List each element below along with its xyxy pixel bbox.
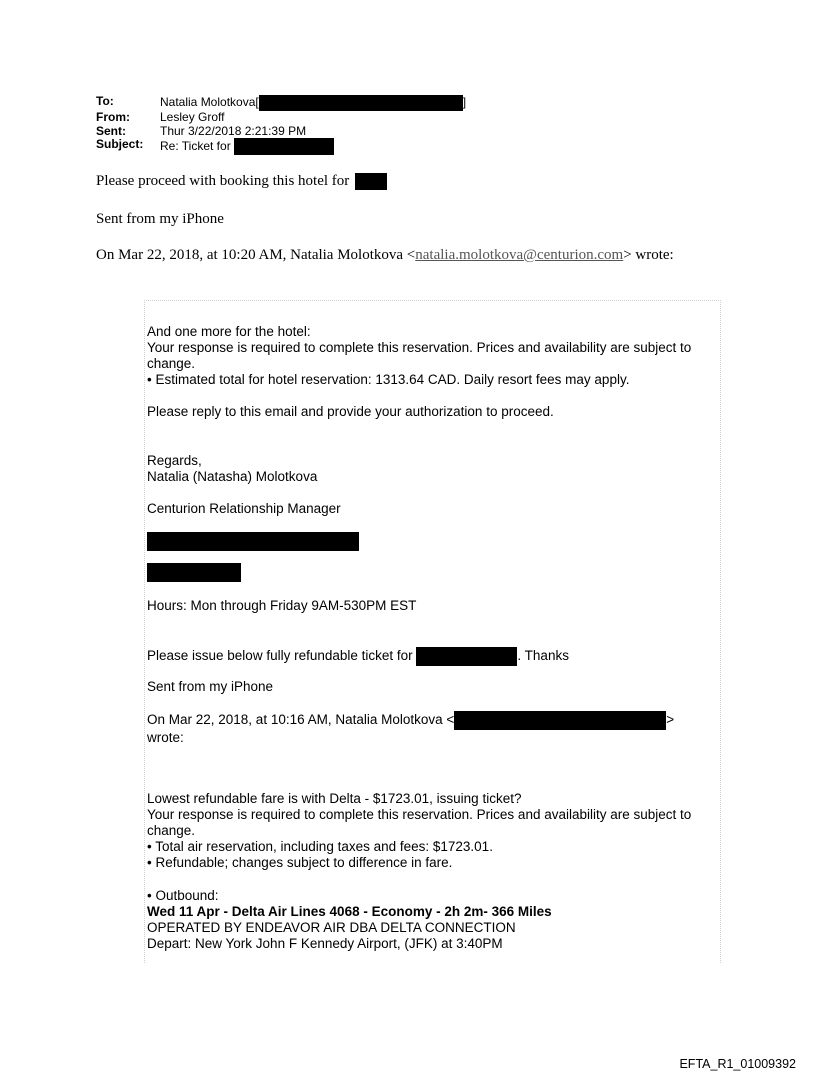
email-header <box>96 95 466 155</box>
subject-value: Re: Ticket for <box>160 138 231 153</box>
quoted-line: change. <box>147 823 196 838</box>
from-label: From: <box>96 110 130 124</box>
on-mar-line <box>147 711 674 746</box>
to-value: Natalia Molotkova[ <box>160 95 259 110</box>
issue-suffix: . Thanks <box>517 648 569 664</box>
to-label: To: <box>96 94 114 108</box>
quoted-line: And one more for the hotel: <box>147 324 311 339</box>
on-mar-text: On Mar 22, 2018, at 10:16 AM, Natalia Molotkova < <box>147 712 455 728</box>
document-id: EFTA_R1_01009392 <box>679 1057 796 1071</box>
email-link[interactable]: natalia.molotkova@centurion.com <box>415 247 624 263</box>
sent-from-iphone: Sent from my iPhone <box>96 211 224 227</box>
quoted-line: change. <box>147 356 196 371</box>
outbound-label: • Outbound: <box>147 888 219 903</box>
outbound-block <box>147 888 552 952</box>
signature-title: Centurion Relationship Manager <box>147 501 341 516</box>
quoted-line: • Estimated total for hotel reservation: 1313.64 CAD. Daily resort fees may apply. <box>147 372 630 387</box>
sent-label: Sent: <box>96 123 126 138</box>
quote-intro-text: On Mar 22, 2018, at 10:20 AM, Natalia Molotkova < <box>96 247 416 263</box>
quoted-message <box>144 300 721 963</box>
on-mar-suffix: > <box>666 712 675 728</box>
quote-intro-suffix: > wrote: <box>623 247 674 263</box>
from-value: Lesley Groff <box>160 110 225 124</box>
reply-text: Please proceed with booking this hotel for <box>96 173 350 189</box>
issue-line <box>147 647 569 666</box>
redaction-block <box>147 563 241 582</box>
fare-block <box>147 791 691 871</box>
sent-from-iphone: Sent from my iPhone <box>147 679 274 694</box>
redaction-block <box>147 532 359 551</box>
redaction-block <box>234 138 334 155</box>
quoted-line: Please reply to this email and provide your authorization to proceed. <box>147 404 554 419</box>
redaction-block <box>355 173 387 190</box>
quoted-line: Lowest refundable fare is with Delta - $1723.01, issuing ticket? <box>147 791 522 806</box>
signature-name: Natalia (Natasha) Molotkova <box>147 469 318 484</box>
quoted-hotel-block <box>147 324 691 388</box>
redaction-block <box>454 711 666 730</box>
reply-line <box>96 173 387 190</box>
subject-row <box>96 138 466 155</box>
quoted-line: • Refundable; changes subject to difference in fare. <box>147 855 453 870</box>
quoted-line: Your response is required to complete this reservation. Prices and availability are subject to <box>147 340 692 355</box>
sent-row <box>96 125 466 139</box>
quote-intro <box>96 247 674 264</box>
flight-line: Wed 11 Apr - Delta Air Lines 4068 - Economy - 2h 2m- 366 Miles <box>147 904 552 919</box>
to-suffix: ] <box>462 95 467 110</box>
depart-line: Depart: New York John F Kennedy Airport, (JFK) at 3:40PM <box>147 936 503 951</box>
redaction-block <box>259 95 463 111</box>
redaction-block <box>416 647 517 666</box>
issue-text: Please issue below fully refundable ticket for <box>147 648 413 664</box>
wrote-text: wrote: <box>147 730 184 745</box>
hours-line: Hours: Mon through Friday 9AM-530PM EST <box>147 598 417 613</box>
to-row <box>96 95 466 111</box>
quoted-line: Your response is required to complete this reservation. Prices and availability are subject to <box>147 807 692 822</box>
regards: Regards, <box>147 453 202 468</box>
signature-block <box>147 453 317 485</box>
subject-label: Subject: <box>96 137 144 151</box>
sent-value: Thur 3/22/2018 2:21:39 PM <box>160 123 307 138</box>
quoted-line: • Total air reservation, including taxes and fees: $1723.01. <box>147 839 493 854</box>
from-row <box>96 111 466 125</box>
operated-line: OPERATED BY ENDEAVOR AIR DBA DELTA CONNECTION <box>147 920 516 935</box>
